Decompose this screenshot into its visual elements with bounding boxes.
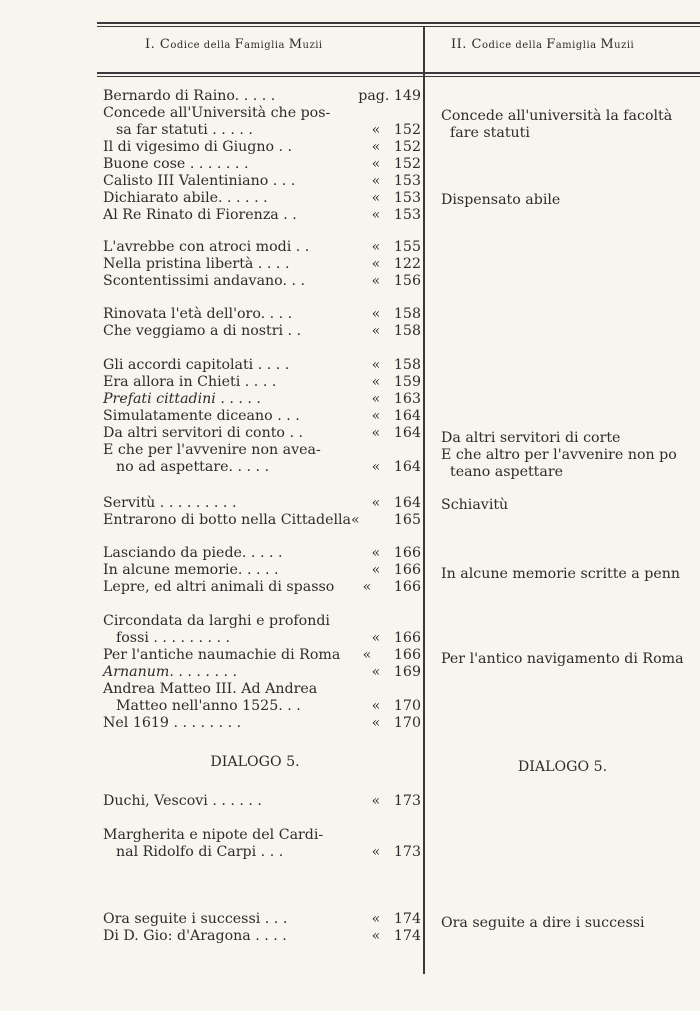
ditto-mark: « — [371, 928, 381, 944]
ditto-mark: « — [371, 306, 381, 322]
index-entry: Lasciando da piede. . . . . — [103, 545, 283, 561]
index-entry: Dichiarato abile. . . . . . — [103, 190, 268, 206]
index-entry: sa far statuti . . . . . — [116, 122, 253, 138]
ditto-mark: « — [371, 139, 381, 155]
page-number: 158 — [393, 323, 421, 339]
page-number: 164 — [393, 459, 421, 475]
ditto-mark: « — [371, 122, 381, 138]
page-number: 152 — [393, 139, 421, 155]
index-entry: Matteo nell'anno 1525. . . — [116, 698, 301, 714]
index-entry: In alcune memorie. . . . . — [103, 562, 279, 578]
page-number: 165 — [393, 512, 421, 528]
index-entry: Ora seguite i successi . . . — [103, 911, 288, 927]
variant-entry: Da altri servitori di corte — [441, 430, 621, 446]
ditto-mark: « — [371, 562, 381, 578]
index-entry: Concede all'Università che pos- — [103, 105, 331, 121]
ditto-mark: « — [371, 844, 381, 860]
ditto-mark: « — [371, 273, 381, 289]
page-number: 122 — [393, 256, 421, 272]
ditto-mark: « — [371, 408, 381, 424]
index-entry: Scontentissimi andavano. . . — [103, 273, 306, 289]
page-number: 164 — [393, 425, 421, 441]
page-number: 166 — [393, 630, 421, 646]
ditto-mark: « — [371, 793, 381, 809]
ditto-mark: « — [371, 911, 381, 927]
index-entry: Di D. Gio: d'Aragona . . . . — [103, 928, 287, 944]
variant-entry: Schiavitù — [441, 497, 509, 513]
index-entry: Per l'antiche naumachie di Roma — [103, 647, 341, 663]
variant-entry: teano aspettare — [450, 464, 564, 480]
ditto-mark: « — [371, 459, 381, 475]
ditto-mark: « — [371, 190, 381, 206]
page-number: 159 — [393, 374, 421, 390]
page-number: 170 — [393, 698, 421, 714]
index-entry: Circondata da larghi e profondi — [103, 613, 330, 629]
variant-entry: Per l'antico navigamento di Roma — [441, 651, 684, 667]
page-number: 164 — [393, 495, 421, 511]
index-entry: Gli accordi capitolati . . . . — [103, 357, 290, 373]
ditto-mark: « — [371, 495, 381, 511]
variant-entry: In alcune memorie scritte a penn — [441, 566, 681, 582]
page-number: 166 — [393, 647, 421, 663]
index-entry: Andrea Matteo III. Ad Andrea — [103, 681, 318, 697]
ditto-mark: « — [371, 545, 381, 561]
variant-entry: E che altro per l'avvenire non po — [441, 447, 677, 463]
page-number: 166 — [393, 545, 421, 561]
page-number: 170 — [393, 715, 421, 731]
ditto-mark: « — [371, 357, 381, 373]
index-entry: Margherita e nipote del Cardi- — [103, 827, 324, 843]
page-number: 164 — [393, 408, 421, 424]
index-entry: Era allora in Chieti . . . . — [103, 374, 277, 390]
index-entry: Calisto III Valentiniano . . . — [103, 173, 296, 189]
column-divider — [423, 26, 425, 974]
index-entry: Entrarono di botto nella Cittadella« — [103, 512, 360, 528]
ditto-mark: « — [371, 256, 381, 272]
index-entry: Bernardo di Raino. . . . . — [103, 88, 276, 104]
ditto-mark: « — [371, 207, 381, 223]
header-rule-thin — [97, 76, 700, 77]
variant-entry: Concede all'università la facoltà — [441, 108, 673, 124]
page-number: 155 — [393, 239, 421, 255]
ditto-mark: « — [371, 698, 381, 714]
page-number: 174 — [393, 928, 421, 944]
variant-entry: fare statuti — [450, 125, 530, 141]
index-entry: L'avrebbe con atroci modi . . — [103, 239, 310, 255]
index-entry: Buone cose . . . . . . . — [103, 156, 249, 172]
index-entry: Servitù . . . . . . . . . — [103, 495, 237, 511]
index-entry: nal Ridolfo di Carpi . . . — [116, 844, 284, 860]
ditto-mark: « — [362, 647, 372, 663]
variant-entry: Ora seguite a dire i successi — [441, 915, 645, 931]
index-entry: Da altri servitori di conto . . — [103, 425, 303, 441]
page-number: 158 — [393, 357, 421, 373]
index-entry: Arnanum. . . . . . . . — [103, 664, 237, 680]
top-rule — [97, 22, 700, 24]
column-header-left: I. Codice della Famiglia Muzii — [145, 37, 323, 52]
page-number: 156 — [393, 273, 421, 289]
index-entry: Duchi, Vescovi . . . . . . — [103, 793, 262, 809]
dialogo-heading-right: DIALOGO 5. — [517, 759, 608, 775]
index-entry: E che per l'avvenire non avea- — [103, 442, 321, 458]
index-entry: Simulatamente diceano . . . — [103, 408, 300, 424]
ditto-mark: « — [371, 173, 381, 189]
index-entry: Rinovata l'età dell'oro. . . . — [103, 306, 293, 322]
ditto-mark: « — [371, 239, 381, 255]
variant-entry: Dispensato abile — [441, 192, 561, 208]
index-entry: fossi . . . . . . . . . — [116, 630, 231, 646]
index-entry: Che veggiamo a di nostri . . — [103, 323, 302, 339]
ditto-mark: « — [371, 391, 381, 407]
ditto-mark: « — [371, 425, 381, 441]
ditto-mark: « — [371, 630, 381, 646]
ditto-mark: « — [371, 374, 381, 390]
page-number: 174 — [393, 911, 421, 927]
index-entry: Al Re Rinato di Fiorenza . . — [103, 207, 297, 223]
page-number: 166 — [393, 579, 421, 595]
page-number: 153 — [393, 173, 421, 189]
page-number: pag. 149 — [358, 88, 421, 104]
index-entry: Nella pristina libertà . . . . — [103, 256, 290, 272]
ditto-mark: « — [371, 156, 381, 172]
ditto-mark: « — [371, 664, 381, 680]
header-rule — [97, 72, 700, 74]
index-entry: Prefati cittadini . . . . . — [103, 391, 261, 407]
page-number: 152 — [393, 122, 421, 138]
page-number: 163 — [393, 391, 421, 407]
dialogo-heading-left: DIALOGO 5. — [210, 754, 300, 770]
page-number: 173 — [393, 844, 421, 860]
page-number: 152 — [393, 156, 421, 172]
page-number: 169 — [393, 664, 421, 680]
index-entry: Nel 1619 . . . . . . . . — [103, 715, 242, 731]
page-number: 158 — [393, 306, 421, 322]
index-entry: no ad aspettare. . . . . — [116, 459, 270, 475]
column-header-right: II. Codice della Famiglia Muzii — [451, 37, 635, 52]
ditto-mark: « — [362, 579, 372, 595]
ditto-mark: « — [371, 715, 381, 731]
page-number: 173 — [393, 793, 421, 809]
page-number: 153 — [393, 190, 421, 206]
page-number: 153 — [393, 207, 421, 223]
page-number: 166 — [393, 562, 421, 578]
top-rule-thin — [97, 26, 700, 27]
ditto-mark: « — [371, 323, 381, 339]
index-entry: Il di vigesimo di Giugno . . — [103, 139, 293, 155]
index-entry: Lepre, ed altri animali di spasso — [103, 579, 335, 595]
